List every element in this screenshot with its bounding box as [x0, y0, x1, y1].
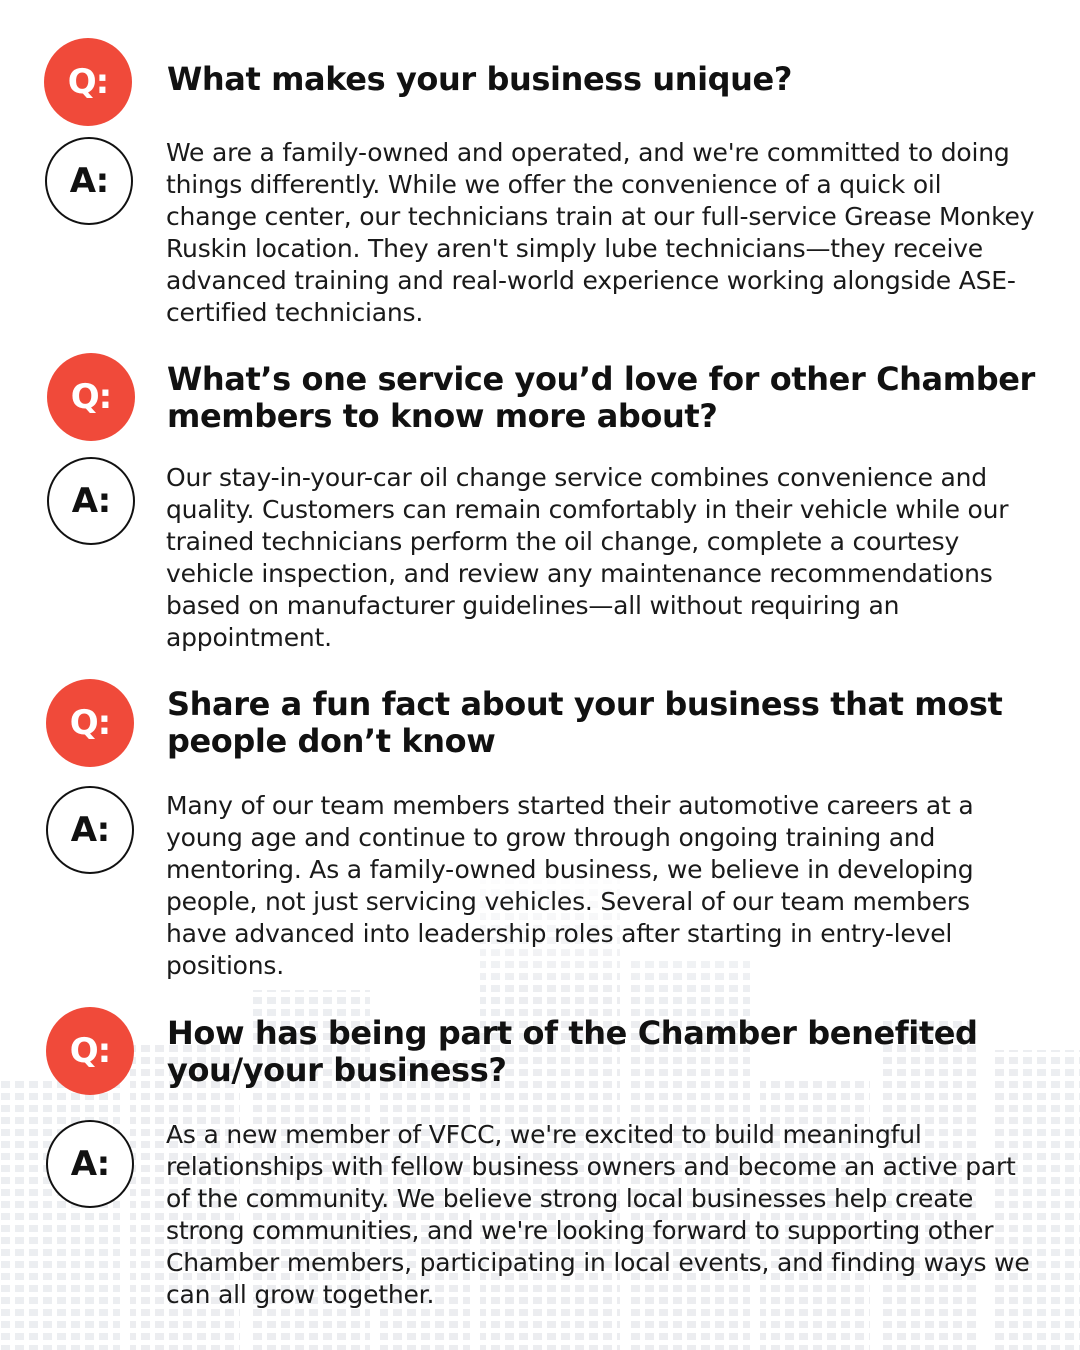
- answer-badge: A:: [45, 137, 133, 225]
- question-text: How has being part of the Chamber benefited you/your business?: [167, 1014, 978, 1089]
- question-badge: Q:: [46, 679, 134, 767]
- answer-text: As a new member of VFCC, we're excited to build meaningful relationships with fellow business owners and become an active part of the community. We believe strong local businesses help create strong communities, and we're looking forward to supporting other Chamber members, participating in local events, and finding ways we can all grow together.: [166, 1120, 1030, 1309]
- answer-badge: A:: [47, 457, 135, 545]
- question-text: Share a fun fact about your business that most people don’t know: [167, 685, 1003, 760]
- question-badge: Q:: [47, 353, 135, 441]
- answer-text: We are a family-owned and operated, and we're committed to doing things differently. While we offer the convenience of a quick oil change center, our technicians train at our full-service Grease Monkey Ruskin location. They aren't simply lube technicians—they receive advanced training and real-world experience working alongside ASE-certified technicians.: [166, 138, 1035, 327]
- question-text: What’s one service you’d love for other Chamber members to know more about?: [167, 360, 1035, 435]
- question-text: What makes your business unique?: [167, 60, 793, 98]
- answer-text: Our stay-in-your-car oil change service combines convenience and quality. Customers can remain comfortably in their vehicle while our trained technicians perform the oil change, complete a courtesy vehicle inspection, and review any maintenance recommendations based on manufacturer guidelines—all without requiring an appointment.: [166, 463, 1009, 652]
- question-badge: Q:: [46, 1007, 134, 1095]
- answer-badge: A:: [46, 786, 134, 874]
- answer-badge: A:: [46, 1120, 134, 1208]
- answer-text: Many of our team members started their automotive careers at a young age and continue to grow through ongoing training and mentoring. As a family-owned business, we believe in developing people, not just servicing vehicles. Several of our team members have advanced into leadership roles after starting in entry-level positions.: [166, 791, 974, 980]
- question-badge: Q:: [44, 38, 132, 126]
